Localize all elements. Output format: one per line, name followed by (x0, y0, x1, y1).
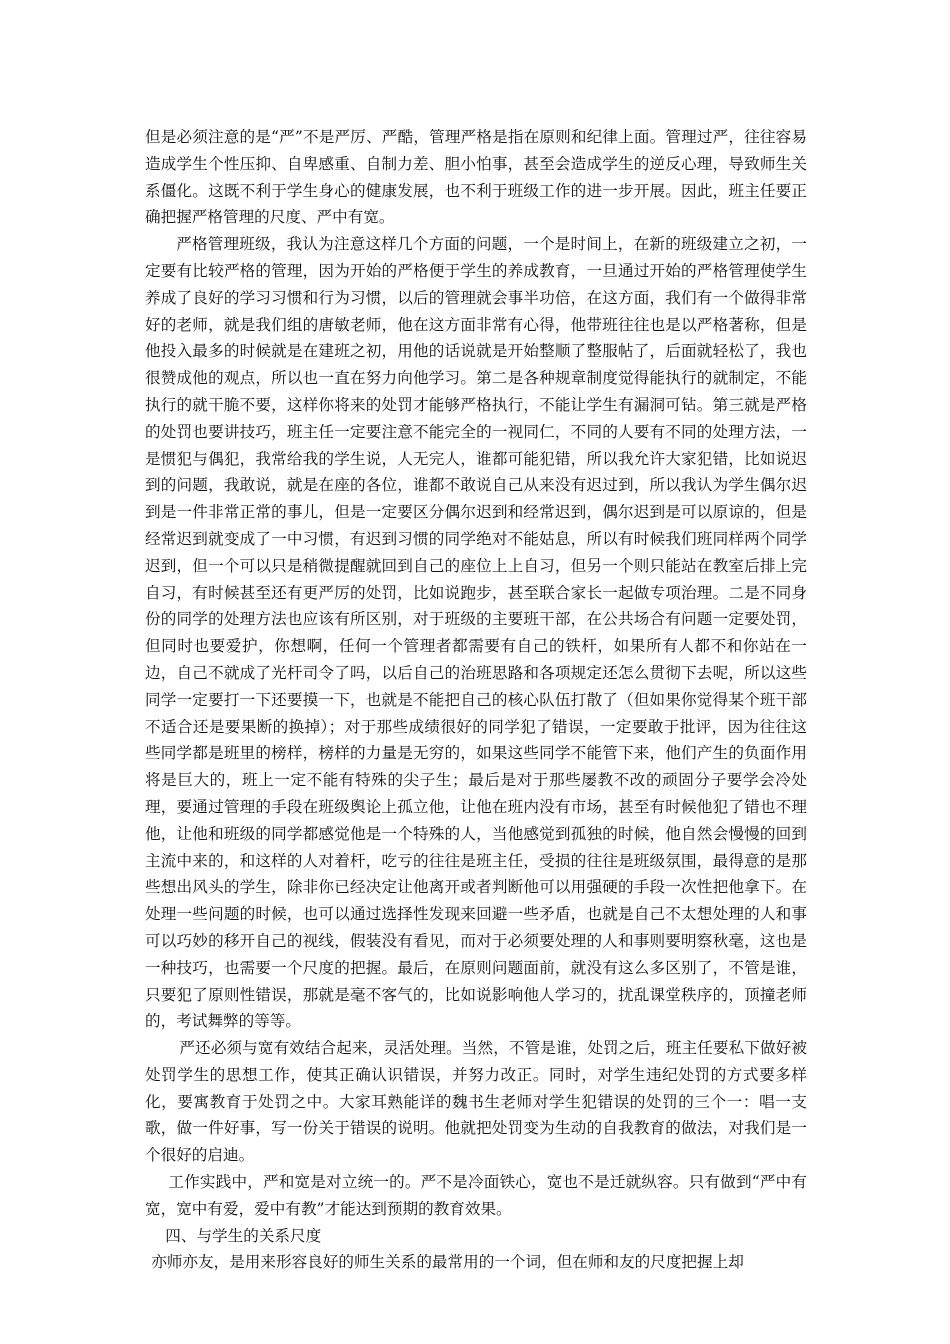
paragraph-strict-with-leniency: 严还必须与宽有效结合起来，灵活处理。当然，不管是谁，处罚之后，班主任要私下做好被处罚学生的思想工作，使其正确认识错误，并努力改正。同时，对学生违纪处罚的方式要多样化，要寓教育于处罚之中。大家耳熟能详的魏书生老师对学生犯错误的处罚的三个一：唱一支歌，做一件好事，写一份关于错误的说明。他就把处罚变为生动的自我教育的做法，对我们是一个很好的启迪。 (145, 1039, 807, 1165)
document-page (145, 124, 807, 1276)
paragraph-strictness-caution: 但是必须注意的是“严”不是严厉、严酷，管理严格是指在原则和纪律上面。管理过严，往往容易造成学生个性压抑、自卑感重、自制力差、胆小怕事，甚至会造成学生的逆反心理，导致师生关系僵化。这既不利于学生身心的健康发展，也不利于班级工作的进一步开展。因此，班主任要正确把握严格管理的尺度、严中有宽。 (145, 128, 807, 227)
paragraph-unity-of-opposites: 工作实践中，严和宽是对立统一的。严不是冷面铁心，宽也不是迁就纵容。只有做到“严中有宽，宽中有爱，爱中有教”才能达到预期的教育效果。 (145, 1173, 807, 1218)
paragraph-strict-management: 严格管理班级，我认为注意这样几个方面的问题，一个是时间上，在新的班级建立之初，一定要有比较严格的管理，因为开始的严格便于学生的养成教育，一旦通过开始的严格管理使学生养成了良好的学习习惯和行为习惯，以后的管理就会事半功倍，在这方面，我们有一个做得非常好的老师，就是我们组的唐敏老师，他在这方面非常有心得，他带班往往也是以严格著称，但是他投入最多的时候就是在建班之初，用他的话说就是开始整顺了整服帖了，后面就轻松了，我也很赞成他的观点，所以也一直在努力向他学习。第二是各种规章制度觉得能执行的就制定，不能执行的就干脆不要，这样你将来的处罚才能够严格执行，不能让学生有漏洞可钻。第三就是严格的处罚也要讲技巧，班主任一定要注意不能完全的一视同仁，不同的人要有不同的处理方法，一是惯犯与偶犯，我常给我的学生说，人无完人，谁都可能犯错，所以我允许大家犯错，比如说迟到的问题，我敢说，就是在座的各位，谁都不敢说自己从来没有迟过到，所以我认为学生偶尔迟到是一件非常正常的事儿，但是一定要区分偶尔迟到和经常迟到，偶尔迟到是可以原谅的，但是经常迟到就变成了一中习惯，有迟到习惯的同学绝对不能姑息，所以有时候我们班同样两个同学迟到，但一个可以只是稍微提醒就回到自己的座位上上自习，但另一个则只能站在教室后排上完自习，有时候甚至还有更严厉的处罚，比如说跑步，甚至联合家长一起做专项治理。二是不同身份的同学的处理方法也应该有所区别，对于班级的主要班干部，在公共场合有问题一定要处罚，但同时也要爱护，你想啊，任何一个管理者都需要有自己的铁杆，如果所有人都不和你站在一边，自己不就成了光杆司令了吗，以后自己的治班思路和各项规定还怎么贯彻下去呢，所以这些同学一定要打一下还要摸一下，也就是不能把自己的核心队伍打散了（但如果你觉得某个班干部不适合还是要果断的换掉）；对于那些成绩很好的同学犯了错误，一定要敢于批评，因为往往这些同学都是班里的榜样，榜样的力量是无穷的，如果这些同学不能管下来，他们产生的负面作用将是巨大的，班上一定不能有特殊的尖子生；最后是对于那些屡教不改的顽固分子要学会冷处理，要通过管理的手段在班级舆论上孤立他，让他在班内没有市场，甚至有时候他犯了错也不理他，让他和班级的同学都感觉他是一个特殊的人，当他感觉到孤独的时候，他自然会慢慢的回到主流中来的，和这样的人对着杆，吃亏的往往是班主任，受损的往往是班级氛围，最得意的是那些想出风头的学生，除非你已经决定让他离开或者判断他可以用强硬的手段一次性把他拿下。在处理一些问题的时候，也可以通过选择性发现来回避一些矛盾，也就是自己不太想处理的人和事可以巧妙的移开自己的视线，假装没有看见，而对于必须要处理的人和事则要明察秋毫，这也是一种技巧，也需要一个尺度的把握。最后，在原则问题面前，就没有这么多区别了，不管是谁，只要犯了原则性错误，那就是毫不客气的，比如说影响他人学习的，扰乱课堂秩序的，顶撞老师的，考试舞弊的等等。 (145, 235, 807, 1031)
section-heading-student-relationship: 四、与学生的关系尺度 (165, 1226, 322, 1245)
paragraph-teacher-and-friend: 亦师亦友，是用来形容良好的师生关系的最常用的一个词，但在师和友的尺度把握上却 (151, 1253, 744, 1272)
